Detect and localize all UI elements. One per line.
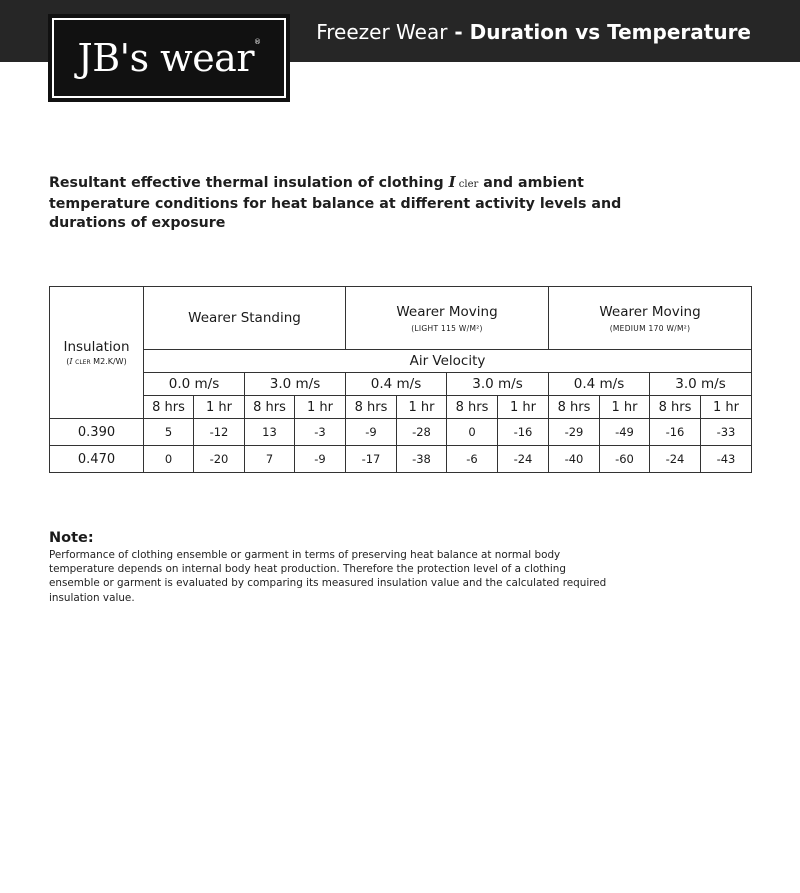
- group-title: Wearer Moving: [396, 303, 498, 320]
- group-subtitle: (LIGHT 115 W/M²): [411, 323, 483, 333]
- insulation-header: [50, 287, 144, 419]
- title-bold: Duration vs Temperature: [469, 20, 751, 44]
- temperature-cell: -29: [549, 419, 600, 446]
- group-title: Wearer Moving: [599, 303, 701, 320]
- duration-header: 1 hr: [397, 396, 447, 419]
- duration-header: 8 hrs: [650, 396, 701, 419]
- page-title: [316, 20, 751, 44]
- intro-symbol: I: [448, 173, 456, 191]
- insulation-label: Insulation: [63, 339, 130, 355]
- note-title: Note:: [49, 530, 94, 546]
- temperature-cell: -33: [701, 419, 752, 446]
- duration-header: 1 hr: [701, 396, 752, 419]
- temperature-cell: 7: [245, 446, 295, 473]
- table-row: [50, 446, 752, 473]
- duration-header: 8 hrs: [549, 396, 600, 419]
- temperature-cell: -40: [549, 446, 600, 473]
- temperature-cell: -24: [498, 446, 549, 473]
- duration-header: 8 hrs: [346, 396, 397, 419]
- duration-header: 1 hr: [600, 396, 650, 419]
- intro-subscript: cler: [455, 179, 479, 190]
- insulation-unit-open: (: [66, 357, 70, 366]
- temperature-cell: -17: [346, 446, 397, 473]
- temperature-cell: -24: [650, 446, 701, 473]
- duration-header: 8 hrs: [144, 396, 194, 419]
- temperature-cell: -9: [346, 419, 397, 446]
- temperature-cell: -38: [397, 446, 447, 473]
- temperature-cell: -16: [650, 419, 701, 446]
- insulation-unit-sub: CLER: [75, 359, 91, 366]
- logo-wordmark: [77, 36, 260, 80]
- title-separator: -: [447, 20, 470, 44]
- insulation-value: 0.390: [50, 419, 144, 446]
- intro-part1: Resultant effective thermal insulation of clothing: [49, 175, 449, 191]
- insulation-unit: [50, 357, 143, 366]
- group-title: Wearer Standing: [188, 310, 301, 326]
- title-light: Freezer Wear: [316, 20, 448, 44]
- insulation-unit-rest: M2.K/W): [90, 357, 127, 366]
- duration-header: 1 hr: [295, 396, 346, 419]
- logo-trademark: ®: [254, 38, 261, 46]
- duration-header: 1 hr: [498, 396, 549, 419]
- air-velocity-header: Air Velocity: [144, 350, 752, 373]
- insulation-value: 0.470: [50, 446, 144, 473]
- temperature-cell: -16: [498, 419, 549, 446]
- temperature-cell: 0: [447, 419, 498, 446]
- temperature-cell: -60: [600, 446, 650, 473]
- duration-header: 8 hrs: [447, 396, 498, 419]
- intro-paragraph: [49, 173, 649, 234]
- group-header-moving-light: [346, 287, 549, 350]
- group-header-standing: [144, 287, 346, 350]
- duration-header: 8 hrs: [245, 396, 295, 419]
- velocity-header: 3.0 m/s: [245, 373, 346, 396]
- logo-text: JB's wear: [77, 36, 255, 80]
- note-body: Performance of clothing ensemble or garment in terms of preserving heat balance at normal body temperature depends on internal body heat production. Therefore the protection level of a clothing ensemble or garment is evaluated by comparing its measured insulation value and the calculated required insulation value.: [49, 549, 607, 604]
- velocity-header: 3.0 m/s: [650, 373, 752, 396]
- temperature-cell: -43: [701, 446, 752, 473]
- temperature-cell: 5: [144, 419, 194, 446]
- velocity-header: 0.4 m/s: [549, 373, 650, 396]
- temperature-cell: -49: [600, 419, 650, 446]
- temperature-cell: -12: [194, 419, 245, 446]
- temperature-cell: -6: [447, 446, 498, 473]
- logo-frame: [52, 18, 286, 98]
- velocity-header: 0.0 m/s: [144, 373, 245, 396]
- velocity-header: 0.4 m/s: [346, 373, 447, 396]
- intro-part2: and ambient temperature conditions for heat balance at different activity levels and durations of exposure: [49, 175, 622, 231]
- temperature-cell: 0: [144, 446, 194, 473]
- temperature-cell: -3: [295, 419, 346, 446]
- duration-temperature-table: [49, 286, 752, 473]
- temperature-cell: -28: [397, 419, 447, 446]
- brand-logo: [48, 14, 290, 102]
- temperature-cell: -9: [295, 446, 346, 473]
- velocity-header: 3.0 m/s: [447, 373, 549, 396]
- temperature-cell: -20: [194, 446, 245, 473]
- duration-header: 1 hr: [194, 396, 245, 419]
- insulation-unit-symbol: I: [69, 357, 73, 366]
- table-row: [50, 419, 752, 446]
- group-header-moving-medium: [549, 287, 752, 350]
- temperature-cell: 13: [245, 419, 295, 446]
- group-subtitle: (MEDIUM 170 W/M²): [609, 323, 691, 333]
